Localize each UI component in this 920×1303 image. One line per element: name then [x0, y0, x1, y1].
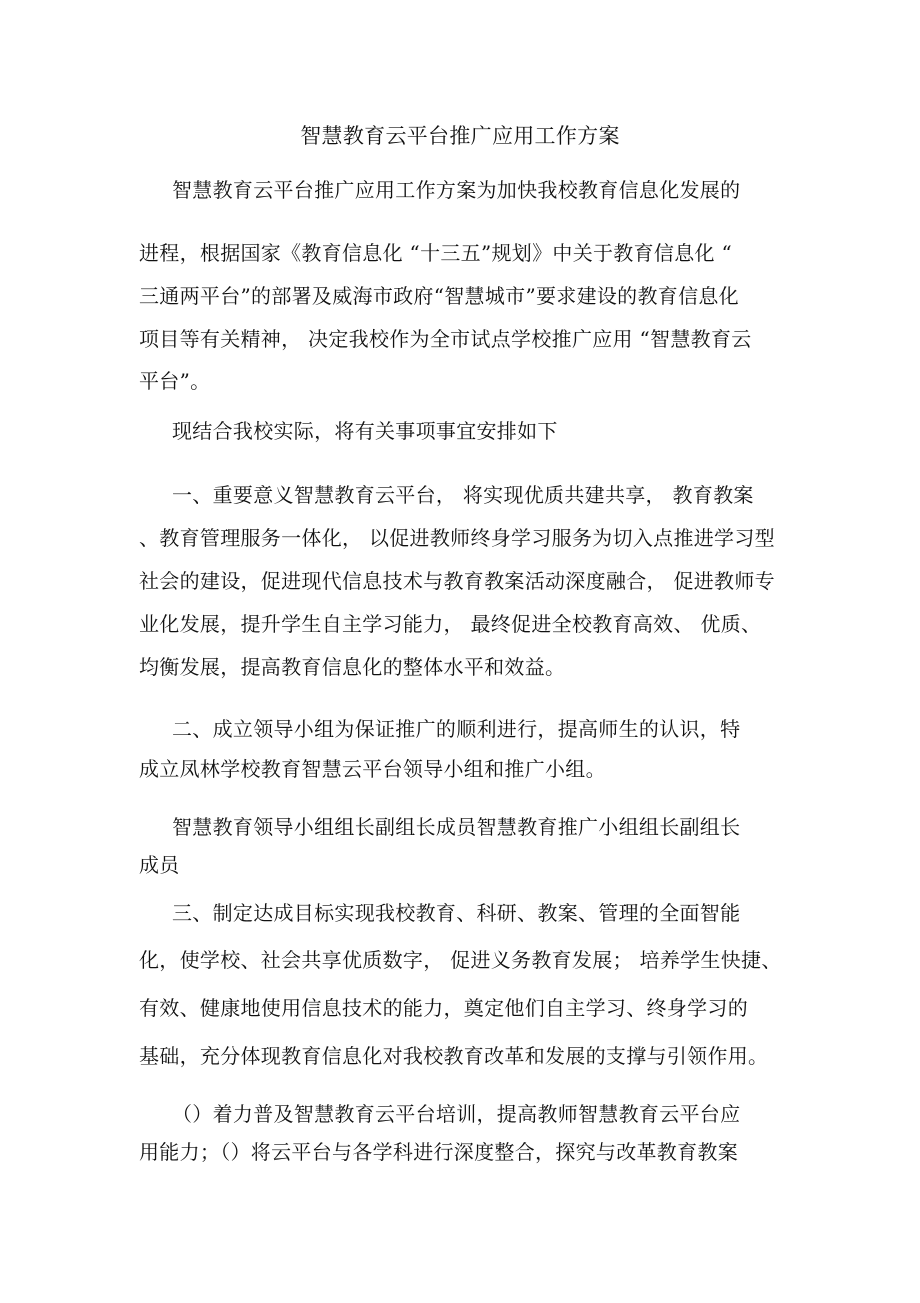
paragraph-line: 智慧教育领导小组组长副组长成员智慧教育推广小组组长副组长 — [172, 815, 741, 839]
paragraph-line: 进程，根据国家《教育信息化 “十三五”规划》中关于教育信息化 “ — [139, 241, 732, 265]
paragraph-line: 智慧教育云平台推广应用工作方案为加快我校教育信息化发展的 — [172, 178, 741, 202]
paragraph-line: 、教育管理服务一体化， 以促进教师终身学习服务为切入点推进学习型 — [139, 526, 775, 550]
paragraph-line: 有效、健康地使用信息技术的能力，奠定他们自主学习、终身学习的 — [139, 996, 748, 1020]
paragraph-line: 基础，充分体现教育信息化对我校教育改革和发展的支撑与引领作用。 — [139, 1044, 769, 1068]
paragraph-line: 成员 — [139, 853, 180, 877]
paragraph-line: 平台”。 — [139, 369, 211, 393]
paragraph-line: 项目等有关精神， 决定我校作为全市试点学校推广应用 “智慧教育云 — [139, 327, 752, 351]
paragraph-line: 一、重要意义智慧教育云平台， 将实现优质共建共享， 教育教案 — [172, 483, 754, 507]
document-title: 智慧教育云平台推广应用工作方案 — [300, 124, 620, 148]
paragraph-line: 二、成立领导小组为保证推广的顺利进行，提高师生的认识，特 — [172, 717, 741, 741]
paragraph-line: （）着力普及智慧教育云平台培训，提高教师智慧教育云平台应 — [172, 1102, 741, 1126]
paragraph-line: 社会的建设，促进现代信息技术与教育教案活动深度融合， 促进教师专 — [139, 569, 775, 593]
paragraph-line: 现结合我校实际，将有关事项事宜安排如下 — [172, 419, 558, 443]
paragraph-line: 三、制定达成目标实现我校教育、科研、教案、管理的全面智能 — [172, 901, 741, 925]
paragraph-line: 成立凤林学校教育智慧云平台领导小组和推广小组。 — [139, 757, 606, 781]
paragraph-line: 均衡发展，提高教育信息化的整体水平和效益。 — [139, 655, 566, 679]
paragraph-line: 化，使学校、社会共享优质数字， 促进义务教育发展； 培养学生快捷、 — [139, 948, 782, 972]
paragraph-line: 三通两平台”的部署及威海市政府“智慧城市”要求建设的教育信息化 — [139, 284, 739, 308]
paragraph-line: 用能力；（）将云平台与各学科进行深度整合，探究与改革教育教案 — [139, 1140, 738, 1164]
paragraph-line: 业化发展，提升学生自主学习能力， 最终促进全校教育高效、 优质、 — [139, 612, 762, 636]
